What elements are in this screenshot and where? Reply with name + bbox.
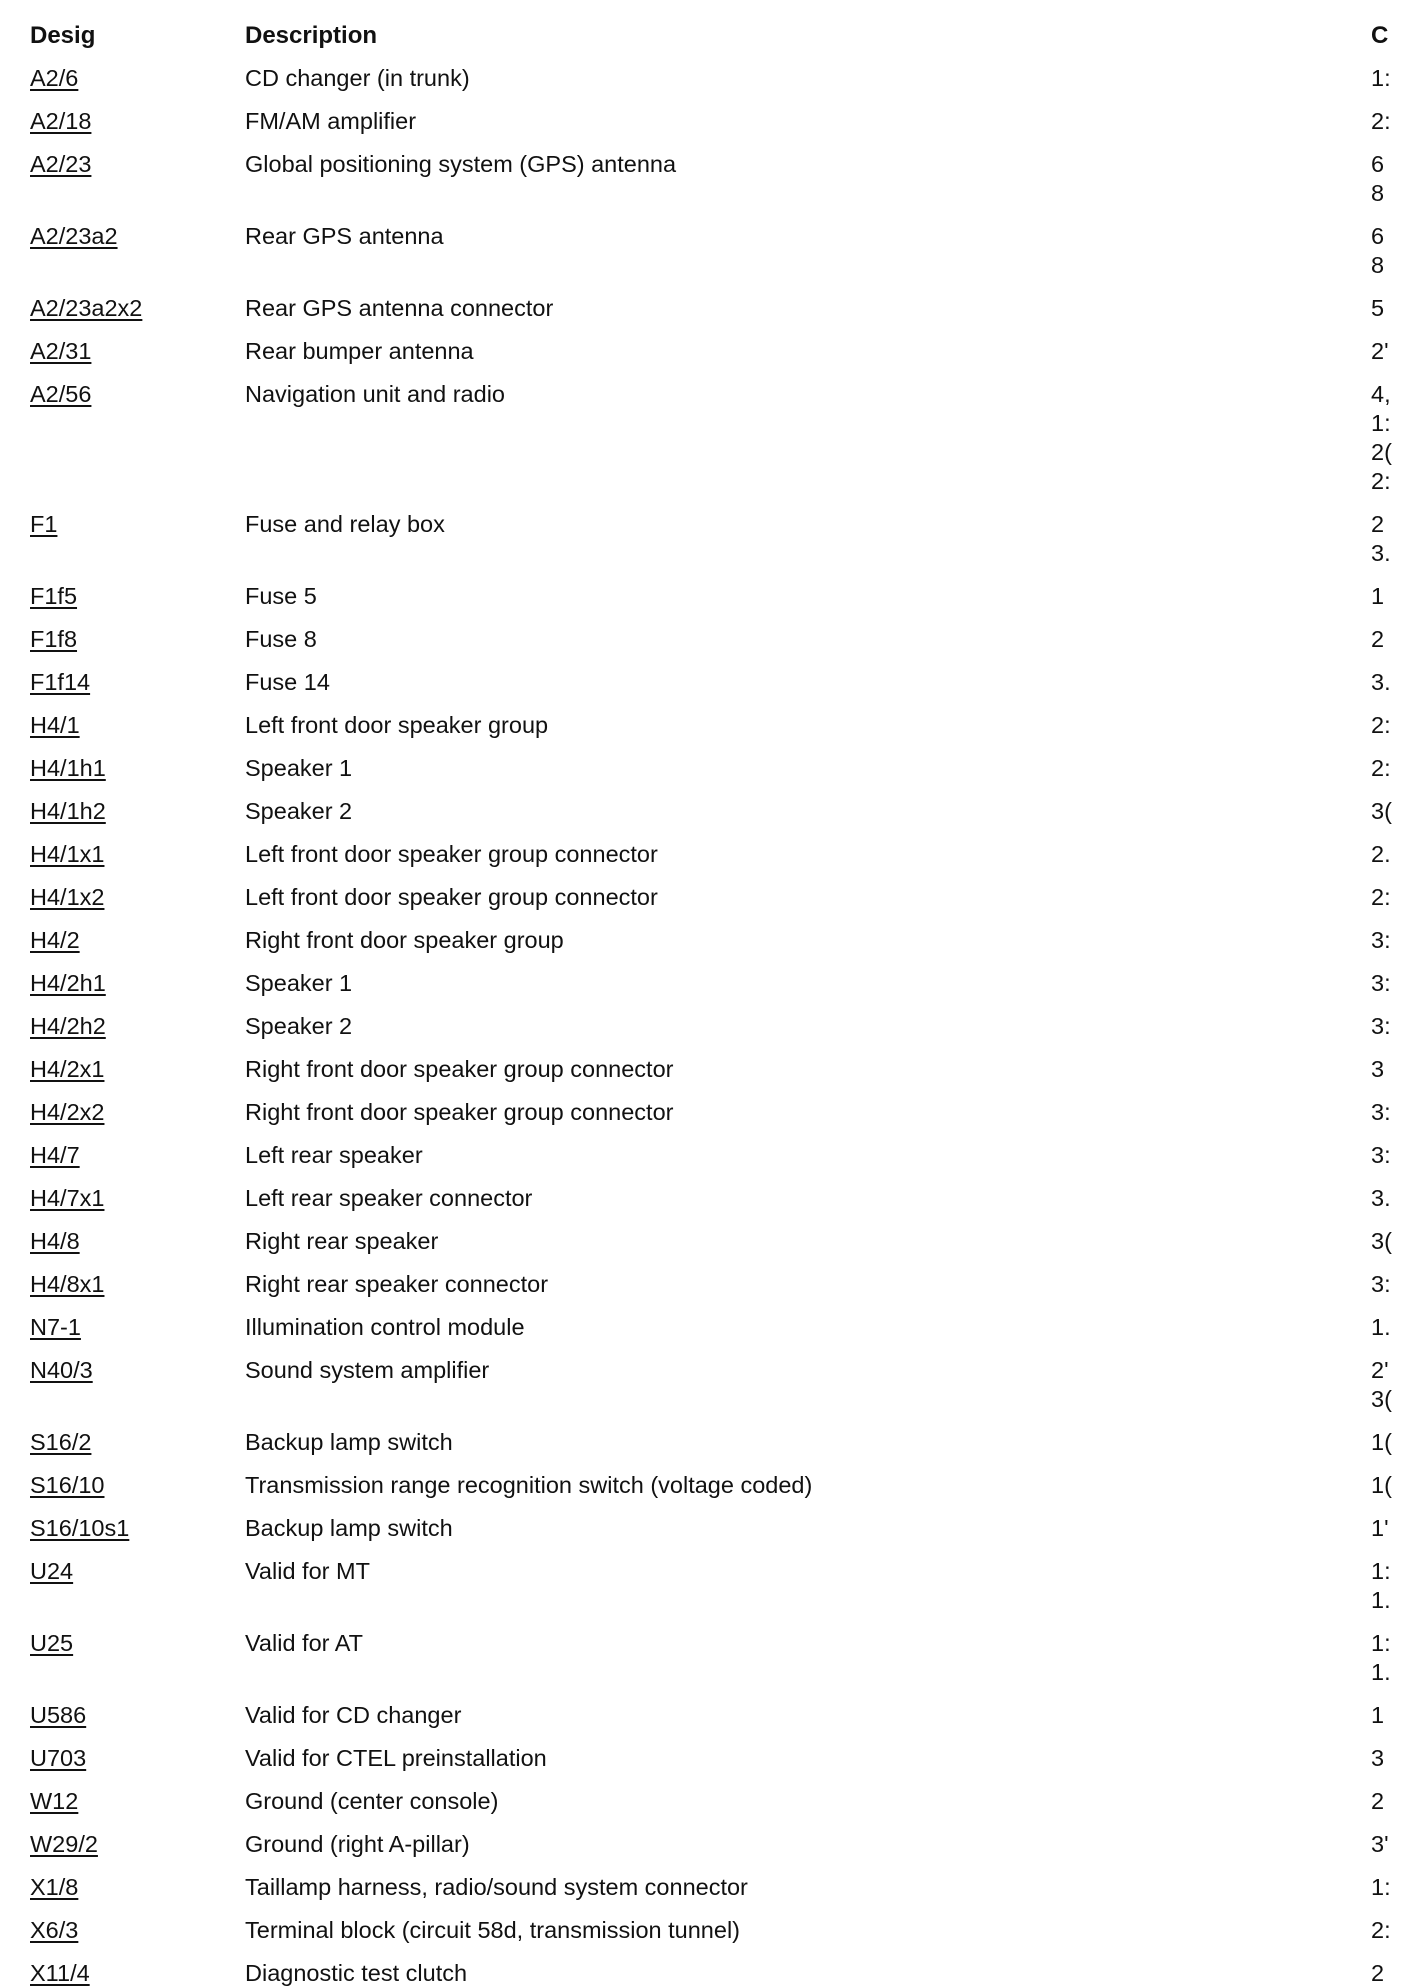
designation-link[interactable]: A2/23 — [30, 151, 92, 177]
table-row — [0, 64, 1408, 93]
location-code-line: 6 — [1371, 223, 1385, 249]
component-description: Right front door speaker group — [245, 927, 564, 953]
component-description: Transmission range recognition switch (voltage coded) — [245, 1472, 813, 1498]
component-description: CD changer (in trunk) — [245, 65, 470, 91]
table-row — [0, 1514, 1408, 1543]
location-code-line: 1. — [1371, 1314, 1391, 1340]
component-description: Fuse 5 — [245, 583, 317, 609]
designation-link[interactable]: F1f8 — [30, 626, 78, 652]
location-code — [1371, 1098, 1408, 1127]
designation-link[interactable]: U586 — [30, 1702, 87, 1728]
table-row — [0, 926, 1408, 955]
location-code-line: 1: — [1371, 65, 1391, 91]
location-code-line: 3( — [1371, 1386, 1392, 1412]
header-desig: Desig — [30, 22, 96, 49]
location-code-line: 2' — [1371, 338, 1389, 364]
table-row — [0, 1141, 1408, 1170]
table-row — [0, 1873, 1408, 1902]
header-description: Description — [245, 22, 378, 49]
component-description: Speaker 1 — [245, 970, 353, 996]
location-code — [1371, 1184, 1408, 1213]
location-code-line: 3: — [1371, 1013, 1391, 1039]
location-code-line: 4, — [1371, 381, 1391, 407]
designation-link[interactable]: S16/10s1 — [30, 1515, 130, 1541]
table-row — [0, 337, 1408, 366]
table-row — [0, 1313, 1408, 1342]
table-row — [0, 1270, 1408, 1299]
location-code — [1371, 1701, 1408, 1730]
component-description: Right rear speaker — [245, 1228, 439, 1254]
component-description: Ground (right A-pillar) — [245, 1831, 470, 1857]
location-code — [1371, 294, 1408, 323]
location-code-line: 1. — [1371, 1587, 1391, 1613]
table-row — [0, 1629, 1408, 1687]
designation-link[interactable]: A2/18 — [30, 108, 92, 134]
component-description: Left rear speaker connector — [245, 1185, 533, 1211]
table-row — [0, 582, 1408, 611]
location-code — [1371, 668, 1408, 697]
location-code — [1371, 1012, 1408, 1041]
designation-link[interactable]: H4/2h1 — [30, 970, 106, 996]
location-code — [1371, 1514, 1408, 1543]
table-row — [0, 1916, 1408, 1945]
designation-link[interactable]: H4/1h2 — [30, 798, 106, 824]
location-code — [1371, 797, 1408, 826]
location-code-line: 2( — [1371, 439, 1392, 465]
table-row — [0, 1428, 1408, 1457]
component-table — [0, 64, 1408, 1988]
component-description: Terminal block (circuit 58d, transmission tunnel) — [245, 1917, 740, 1943]
table-row — [0, 1098, 1408, 1127]
location-code-line: 3: — [1371, 1271, 1391, 1297]
location-code-line: 3: — [1371, 1142, 1391, 1168]
designation-link[interactable]: N40/3 — [30, 1357, 93, 1383]
location-code-line: 2 — [1371, 1960, 1385, 1986]
table-row — [0, 754, 1408, 783]
location-code-line: 3. — [1371, 669, 1391, 695]
designation-link[interactable]: H4/8 — [30, 1228, 80, 1254]
table-row — [0, 1557, 1408, 1615]
table-header — [0, 22, 1408, 52]
designation-link[interactable]: S16/10 — [30, 1472, 105, 1498]
location-code — [1371, 1055, 1408, 1084]
component-description: Sound system amplifier — [245, 1357, 490, 1383]
designation-link[interactable]: N7-1 — [30, 1314, 81, 1340]
location-code-line: 2: — [1371, 1917, 1391, 1943]
table-row — [0, 840, 1408, 869]
location-code-line: 8 — [1371, 180, 1385, 206]
component-description: Global positioning system (GPS) antenna — [245, 151, 677, 177]
component-description: Valid for CD changer — [245, 1702, 462, 1728]
location-code — [1371, 926, 1408, 955]
location-code — [1371, 510, 1408, 568]
table-row — [0, 1055, 1408, 1084]
location-code — [1371, 337, 1408, 366]
table-row — [0, 1787, 1408, 1816]
location-code-line: 3: — [1371, 970, 1391, 996]
component-description: Illumination control module — [245, 1314, 525, 1340]
location-code — [1371, 1227, 1408, 1256]
designation-link[interactable]: A2/31 — [30, 338, 92, 364]
location-code-line: 3 — [1371, 1745, 1385, 1771]
location-code-line: 1( — [1371, 1429, 1392, 1455]
designation-link[interactable]: X1/8 — [30, 1874, 79, 1900]
component-description: Speaker 1 — [245, 755, 353, 781]
table-row — [0, 1012, 1408, 1041]
location-code-line: 1 — [1371, 583, 1385, 609]
component-description: Left front door speaker group connector — [245, 884, 658, 910]
location-code — [1371, 1873, 1408, 1902]
location-code — [1371, 222, 1408, 280]
component-description: Valid for AT — [245, 1630, 363, 1656]
component-description: Taillamp harness, radio/sound system connector — [245, 1874, 748, 1900]
designation-link[interactable]: S16/2 — [30, 1429, 92, 1455]
location-code — [1371, 582, 1408, 611]
component-description: Valid for MT — [245, 1558, 370, 1584]
table-row — [0, 1471, 1408, 1500]
component-description: Ground (center console) — [245, 1788, 499, 1814]
designation-link[interactable]: H4/2 — [30, 927, 80, 953]
component-description: Rear GPS antenna connector — [245, 295, 554, 321]
location-code-line: 3 — [1371, 1056, 1385, 1082]
designation-link[interactable]: A2/23a2x2 — [30, 295, 143, 321]
component-description: Right front door speaker group connector — [245, 1056, 674, 1082]
location-code-line: 1: — [1371, 1558, 1391, 1584]
location-code — [1371, 107, 1408, 136]
location-code — [1371, 625, 1408, 654]
location-code-line: 3: — [1371, 927, 1391, 953]
table-row — [0, 1959, 1408, 1988]
location-code-line: 2 — [1371, 511, 1385, 537]
location-code — [1371, 64, 1408, 93]
designation-link[interactable]: H4/8x1 — [30, 1271, 105, 1297]
location-code — [1371, 1428, 1408, 1457]
location-code-line: 2 — [1371, 626, 1385, 652]
location-code-line: 2' — [1371, 1357, 1389, 1383]
component-description: Fuse and relay box — [245, 511, 445, 537]
designation-link[interactable]: X11/4 — [30, 1960, 90, 1986]
location-code — [1371, 1959, 1408, 1988]
location-code-line: 3( — [1371, 798, 1392, 824]
location-code — [1371, 1629, 1408, 1687]
designation-link[interactable]: U25 — [30, 1630, 74, 1656]
location-code — [1371, 711, 1408, 740]
component-description: Fuse 8 — [245, 626, 317, 652]
table-row — [0, 1356, 1408, 1414]
designation-link[interactable]: A2/56 — [30, 381, 92, 407]
table-row — [0, 380, 1408, 496]
location-code-line: 1' — [1371, 1515, 1389, 1541]
table-row — [0, 1830, 1408, 1859]
location-code — [1371, 1270, 1408, 1299]
table-row — [0, 1701, 1408, 1730]
location-code-line: 3: — [1371, 1099, 1391, 1125]
component-description: FM/AM amplifier — [245, 108, 417, 134]
component-description: Backup lamp switch — [245, 1515, 453, 1541]
component-description: Left rear speaker — [245, 1142, 423, 1168]
component-description: Fuse 14 — [245, 669, 330, 695]
location-code-line: 3. — [1371, 1185, 1391, 1211]
component-description: Right front door speaker group connector — [245, 1099, 674, 1125]
designation-link[interactable]: H4/1x2 — [30, 884, 105, 910]
location-code — [1371, 150, 1408, 208]
location-code-line: 2. — [1371, 841, 1391, 867]
location-code-line: 5 — [1371, 295, 1385, 321]
location-code-line: 8 — [1371, 252, 1385, 278]
designation-link[interactable]: X6/3 — [30, 1917, 79, 1943]
component-description: Speaker 2 — [245, 1013, 353, 1039]
location-code-line: 6 — [1371, 151, 1385, 177]
location-code — [1371, 754, 1408, 783]
location-code-line: 2: — [1371, 108, 1391, 134]
location-code — [1371, 1557, 1408, 1615]
table-row — [0, 1184, 1408, 1213]
component-description: Left front door speaker group — [245, 712, 549, 738]
location-code-line: 1: — [1371, 1630, 1391, 1656]
location-code-line: 2: — [1371, 468, 1391, 494]
component-description: Right rear speaker connector — [245, 1271, 549, 1297]
component-description: Diagnostic test clutch — [245, 1960, 468, 1986]
location-code — [1371, 380, 1408, 496]
location-code-line: 2: — [1371, 712, 1391, 738]
designation-link[interactable]: H4/1x1 — [30, 841, 105, 867]
component-description: Rear GPS antenna — [245, 223, 444, 249]
designation-link[interactable]: F1 — [30, 511, 58, 537]
location-code — [1371, 1830, 1408, 1859]
location-code-line: 1: — [1371, 410, 1391, 436]
location-code — [1371, 1141, 1408, 1170]
designation-link[interactable]: H4/2x2 — [30, 1099, 105, 1125]
table-row — [0, 883, 1408, 912]
location-code-line: 2: — [1371, 755, 1391, 781]
location-code — [1371, 969, 1408, 998]
location-code — [1371, 1356, 1408, 1414]
location-code — [1371, 840, 1408, 869]
table-row — [0, 668, 1408, 697]
location-code — [1371, 1744, 1408, 1773]
location-code — [1371, 883, 1408, 912]
designation-link[interactable]: H4/2x1 — [30, 1056, 105, 1082]
table-row — [0, 625, 1408, 654]
designation-link[interactable]: A2/6 — [30, 65, 79, 91]
component-description: Rear bumper antenna — [245, 338, 474, 364]
designation-link[interactable]: H4/1 — [30, 712, 80, 738]
designation-link[interactable]: F1f14 — [30, 669, 91, 695]
component-description: Valid for CTEL preinstallation — [245, 1745, 547, 1771]
designation-link[interactable]: W12 — [30, 1788, 79, 1814]
location-code-line: 1: — [1371, 1874, 1391, 1900]
designation-link[interactable]: U24 — [30, 1558, 74, 1584]
table-row — [0, 797, 1408, 826]
location-code-line: 1. — [1371, 1659, 1391, 1685]
designation-link[interactable]: A2/23a2 — [30, 223, 118, 249]
designation-link[interactable]: H4/7 — [30, 1142, 80, 1168]
table-row — [0, 711, 1408, 740]
designation-link[interactable]: H4/1h1 — [30, 755, 106, 781]
location-code — [1371, 1787, 1408, 1816]
table-row — [0, 107, 1408, 136]
table-row — [0, 510, 1408, 568]
component-description: Navigation unit and radio — [245, 381, 505, 407]
table-row — [0, 1744, 1408, 1773]
component-description: Left front door speaker group connector — [245, 841, 658, 867]
designation-link[interactable]: H4/2h2 — [30, 1013, 106, 1039]
table-row — [0, 294, 1408, 323]
location-code — [1371, 1916, 1408, 1945]
table-row — [0, 1227, 1408, 1256]
location-code-line: 2 — [1371, 1788, 1385, 1814]
designation-link[interactable]: F1f5 — [30, 583, 78, 609]
designation-link[interactable]: U703 — [30, 1745, 87, 1771]
location-code-line: 1 — [1371, 1702, 1385, 1728]
designation-link[interactable]: H4/7x1 — [30, 1185, 105, 1211]
table-row — [0, 222, 1408, 280]
component-description: Speaker 2 — [245, 798, 353, 824]
location-code-line: 3( — [1371, 1228, 1392, 1254]
location-code — [1371, 1471, 1408, 1500]
location-code — [1371, 1313, 1408, 1342]
location-code-line: 3. — [1371, 540, 1391, 566]
location-code-line: 2: — [1371, 884, 1391, 910]
designation-link[interactable]: W29/2 — [30, 1831, 98, 1857]
component-description: Backup lamp switch — [245, 1429, 453, 1455]
table-row — [0, 150, 1408, 208]
header-code: C — [1371, 22, 1389, 49]
table-row — [0, 969, 1408, 998]
location-code-line: 1( — [1371, 1472, 1392, 1498]
location-code-line: 3' — [1371, 1831, 1389, 1857]
